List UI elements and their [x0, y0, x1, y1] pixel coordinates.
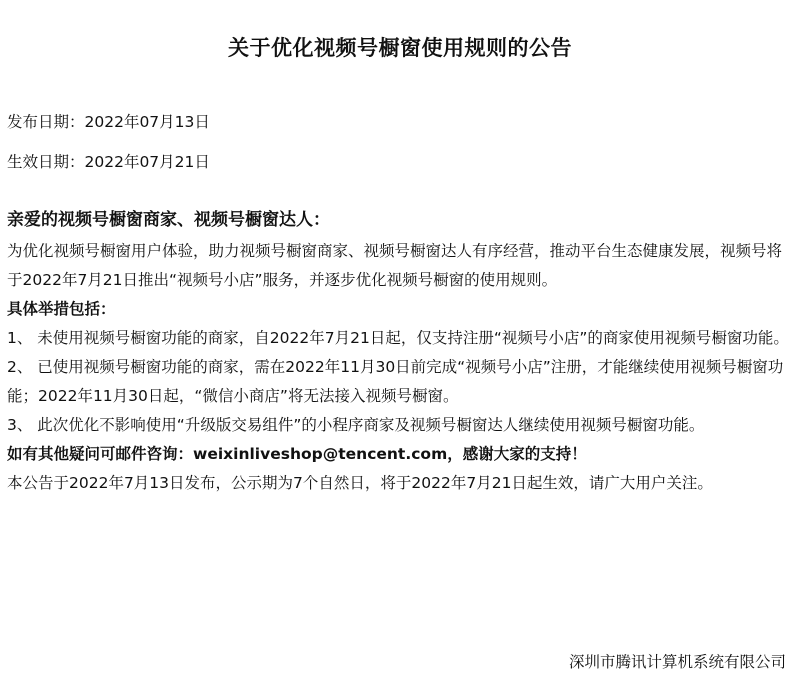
announcement-body	[7, 203, 797, 498]
measures-heading: 具体举措包括：	[7, 300, 116, 318]
notice-period: 本公告于2022年7月13日发布，公示期为7个自然日，将于2022年7月21日起生效，请广大用户关注。	[7, 474, 713, 492]
intro-paragraph: 为优化视频号橱窗用户体验，助力视频号橱窗商家、视频号橱窗达人有序经营，推动平台生态健康发展，视频号将于2022年7月21日推出“视频号小店”服务，并逐步优化视频号橱窗的使用规则。	[7, 242, 783, 289]
page-title: 关于优化视频号橱窗使用规则的公告	[228, 36, 572, 60]
measure-item-1: 1、 未使用视频号橱窗功能的商家，自2022年7月21日起，仅支持注册“视频号小店”的商家使用视频号橱窗功能。	[7, 329, 789, 347]
measure-item-3: 3、 此次优化不影响使用“升级版交易组件”的小程序商家及视频号橱窗达人继续使用视频号橱窗功能。	[7, 416, 705, 434]
effective-date: 生效日期：2022年07月21日	[7, 153, 210, 171]
measure-item-2: 2、 已使用视频号橱窗功能的商家，需在2022年11月30日前完成“视频号小店”注册，才能继续使用视频号橱窗功能；2022年11月30日起，“微信小商店”将无法接入视频号橱窗。	[7, 358, 784, 405]
company-signature: 深圳市腾讯计算机系统有限公司	[568, 653, 786, 671]
contact-line: 如有其他疑问可邮件咨询：weixinliveshop@tencent.com，感谢大家的支持！	[7, 445, 587, 463]
publish-date: 发布日期：2022年07月13日	[7, 113, 210, 131]
greeting: 亲爱的视频号橱窗商家、视频号橱窗达人：	[7, 210, 330, 230]
